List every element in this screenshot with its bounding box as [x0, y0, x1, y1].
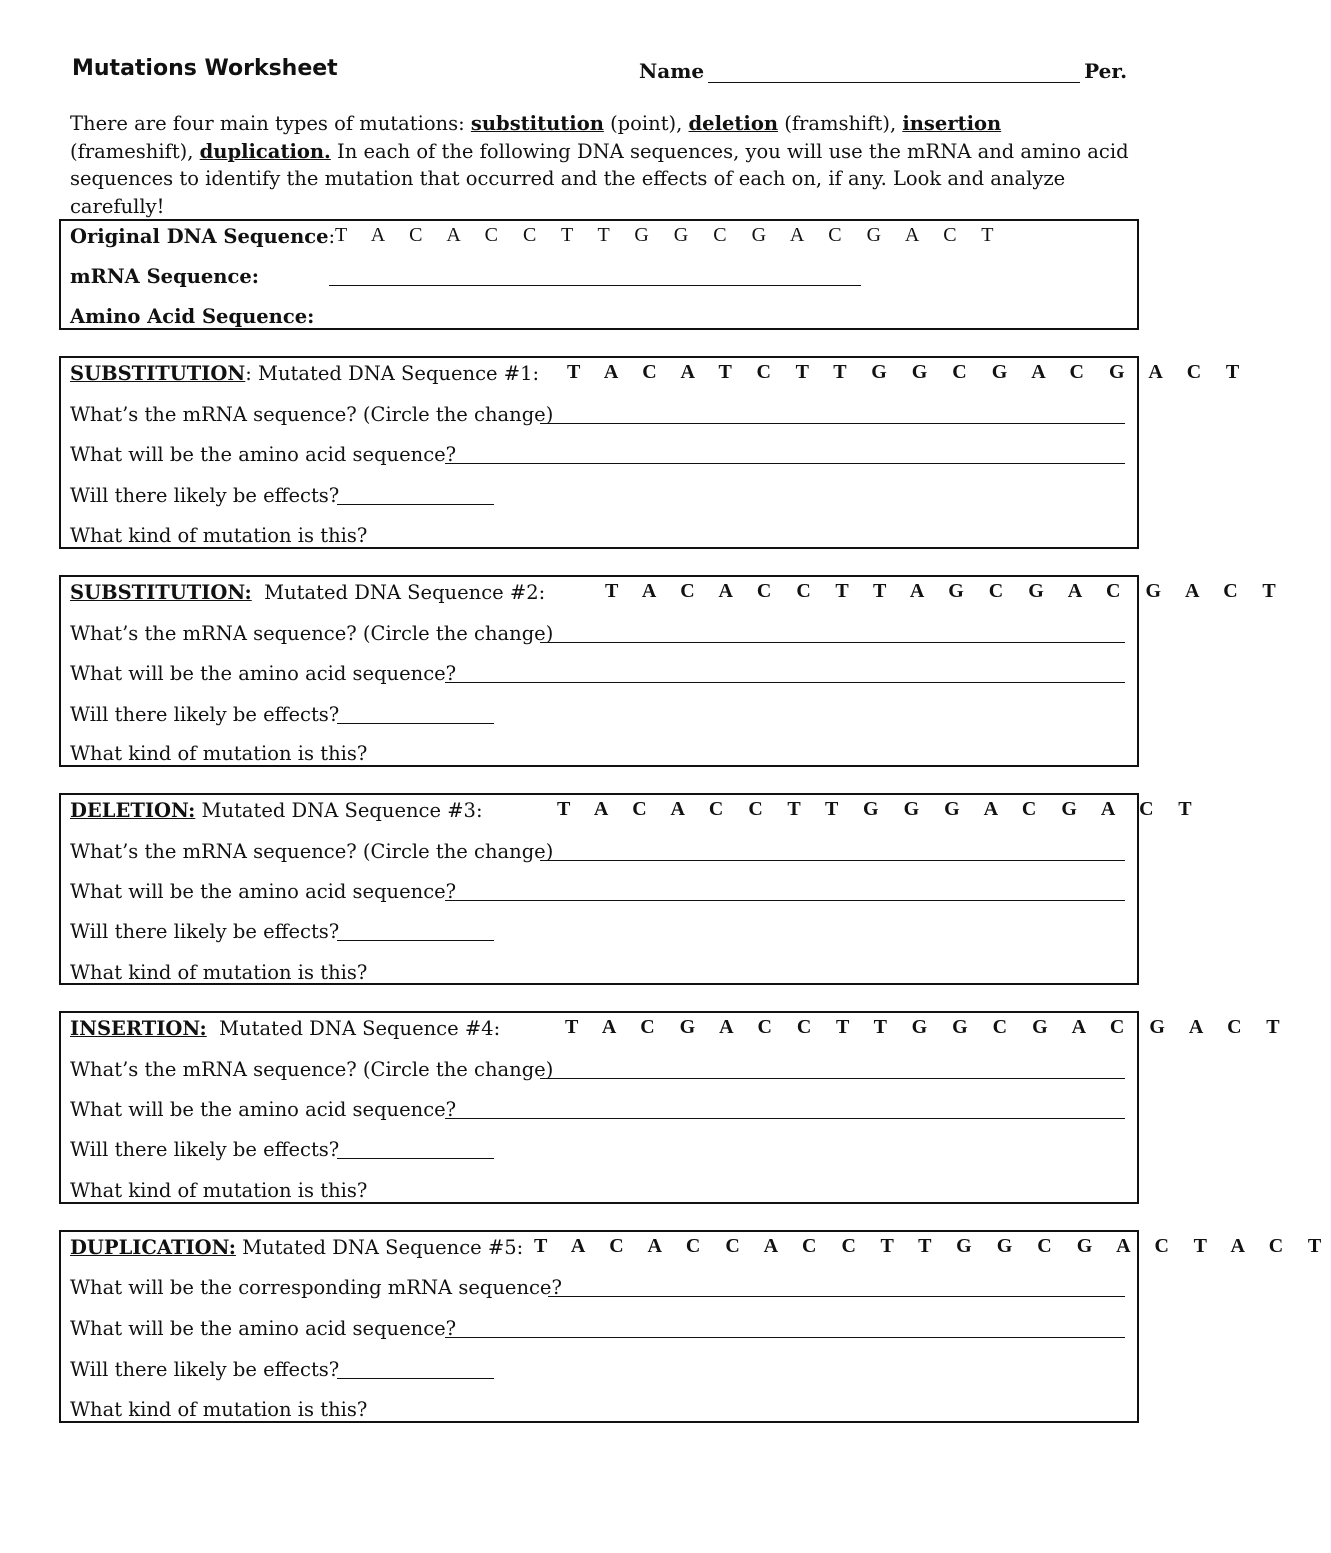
question-mrna: What’s the mRNA sequence? (Circle the change) — [70, 403, 554, 426]
question-mutation-kind: What kind of mutation is this? — [70, 1179, 368, 1202]
question-mrna: What will be the corresponding mRNA sequence? — [70, 1276, 562, 1299]
question-effects: Will there likely be effects? — [70, 1358, 340, 1381]
question-mrna: What’s the mRNA sequence? (Circle the change) — [70, 840, 554, 863]
colon: : — [245, 362, 252, 385]
question-amino-acid: What will be the amino acid sequence? — [70, 1317, 457, 1340]
period-label: Per. — [1084, 59, 1128, 83]
name-label: Name — [639, 59, 705, 83]
term-duplication: duplication. — [199, 139, 331, 163]
question-effects: Will there likely be effects? — [70, 703, 340, 726]
worksheet-header — [72, 56, 1128, 90]
mrna-answer-line[interactable] — [540, 1078, 1125, 1079]
mutated-dna-sequence: T A C A C C A C C T T G G C G A C T A C T — [534, 1235, 1331, 1257]
instructions-paragraph — [70, 110, 1130, 220]
question-amino-acid: What will be the amino acid sequence? — [70, 880, 457, 903]
name-blank[interactable] — [708, 62, 1080, 83]
mrna-answer-line[interactable] — [548, 1296, 1125, 1297]
mutation-label: Mutated DNA Sequence #1: — [251, 362, 540, 385]
mrna-answer-line[interactable] — [540, 860, 1125, 861]
effects-answer-line[interactable] — [337, 1158, 494, 1159]
question-mutation-kind: What kind of mutation is this? — [70, 742, 368, 765]
question-mrna: What’s the mRNA sequence? (Circle the change) — [70, 622, 554, 645]
effects-answer-line[interactable] — [337, 504, 494, 505]
question-mrna: What’s the mRNA sequence? (Circle the change) — [70, 1058, 554, 1081]
amino-acid-label: Amino Acid Sequence: — [70, 305, 315, 328]
intro-text: (point), — [603, 112, 689, 135]
amino-answer-line[interactable] — [445, 682, 1125, 683]
question-effects: Will there likely be effects? — [70, 1138, 340, 1161]
mutation-type: SUBSTITUTION — [70, 362, 246, 385]
mrna-answer-line[interactable] — [540, 423, 1125, 424]
intro-text: (framshift), — [778, 112, 903, 135]
mrna-label: mRNA Sequence: — [70, 265, 259, 288]
mutation-type: SUBSTITUTION: — [70, 581, 252, 604]
mutated-dna-sequence: T A C G A C C T T G G C G A C G A C T — [565, 1016, 1290, 1038]
page-title: Mutations Worksheet — [72, 56, 338, 81]
mutation-header — [70, 361, 1250, 385]
intro-text: There are four main types of mutations: — [70, 112, 471, 135]
term-deletion: deletion — [688, 112, 779, 135]
mutation-label: Mutated DNA Sequence #5: — [235, 1236, 524, 1259]
mutated-dna-sequence: T A C A T C T T G G C G A C G A C T — [567, 361, 1250, 383]
mutation-box-2 — [59, 575, 1286, 767]
mutated-dna-sequence: T A C A C C T T G G G A C G A C T — [557, 798, 1202, 820]
mrna-answer-line[interactable] — [329, 285, 861, 286]
question-amino-acid: What will be the amino acid sequence? — [70, 1098, 457, 1121]
question-effects: Will there likely be effects? — [70, 920, 340, 943]
effects-answer-line[interactable] — [337, 940, 494, 941]
mutated-dna-sequence: T A C A C C T T A G C G A C G A C T — [605, 580, 1286, 602]
mutation-type: DELETION: — [70, 799, 196, 822]
mutation-box-3 — [59, 793, 1202, 985]
effects-answer-line[interactable] — [337, 1378, 494, 1379]
mutation-header — [70, 1016, 1290, 1040]
effects-answer-line[interactable] — [337, 723, 494, 724]
colon: : — [328, 225, 336, 248]
intro-text: (frameshift), — [70, 139, 200, 163]
original-dna-label: Original DNA Sequence — [70, 225, 329, 248]
question-amino-acid: What will be the amino acid sequence? — [70, 443, 457, 466]
mutation-box-1 — [59, 356, 1250, 549]
mrna-answer-line[interactable] — [540, 642, 1125, 643]
mutation-box-5 — [59, 1230, 1331, 1423]
mutation-type: DUPLICATION: — [70, 1236, 236, 1259]
mutation-box-4 — [59, 1011, 1290, 1204]
original-dna-row — [70, 224, 1004, 248]
mutation-header — [70, 798, 1202, 822]
intro-text: In each of the following DNA sequences, you will use the mRNA and amino acid sequences to identify the mutation that occurred and the effects of each on, if any. Look and analyze carefully! — [70, 139, 1129, 218]
amino-answer-line[interactable] — [445, 1118, 1125, 1119]
term-substitution: substitution — [470, 112, 604, 135]
mutation-header — [70, 580, 1286, 604]
question-mutation-kind: What kind of mutation is this? — [70, 524, 368, 547]
term-insertion: insertion — [902, 112, 1002, 135]
amino-answer-line[interactable] — [445, 900, 1125, 901]
amino-answer-line[interactable] — [445, 463, 1125, 464]
mutation-label: Mutated DNA Sequence #4: — [206, 1017, 501, 1040]
mutation-label: Mutated DNA Sequence #3: — [195, 799, 483, 822]
mutation-header — [70, 1235, 1331, 1259]
question-mutation-kind: What kind of mutation is this? — [70, 961, 368, 984]
original-dna-sequence: T A C A C C T T G G C G A C G A C T — [335, 224, 1004, 246]
mutation-label: Mutated DNA Sequence #2: — [251, 581, 546, 604]
amino-answer-line[interactable] — [445, 1337, 1125, 1338]
original-sequence-box — [59, 219, 1139, 330]
question-amino-acid: What will be the amino acid sequence? — [70, 662, 457, 685]
question-effects: Will there likely be effects? — [70, 484, 340, 507]
name-field-block — [639, 59, 1127, 83]
question-mutation-kind: What kind of mutation is this? — [70, 1398, 368, 1421]
mutation-type: INSERTION: — [70, 1017, 207, 1040]
